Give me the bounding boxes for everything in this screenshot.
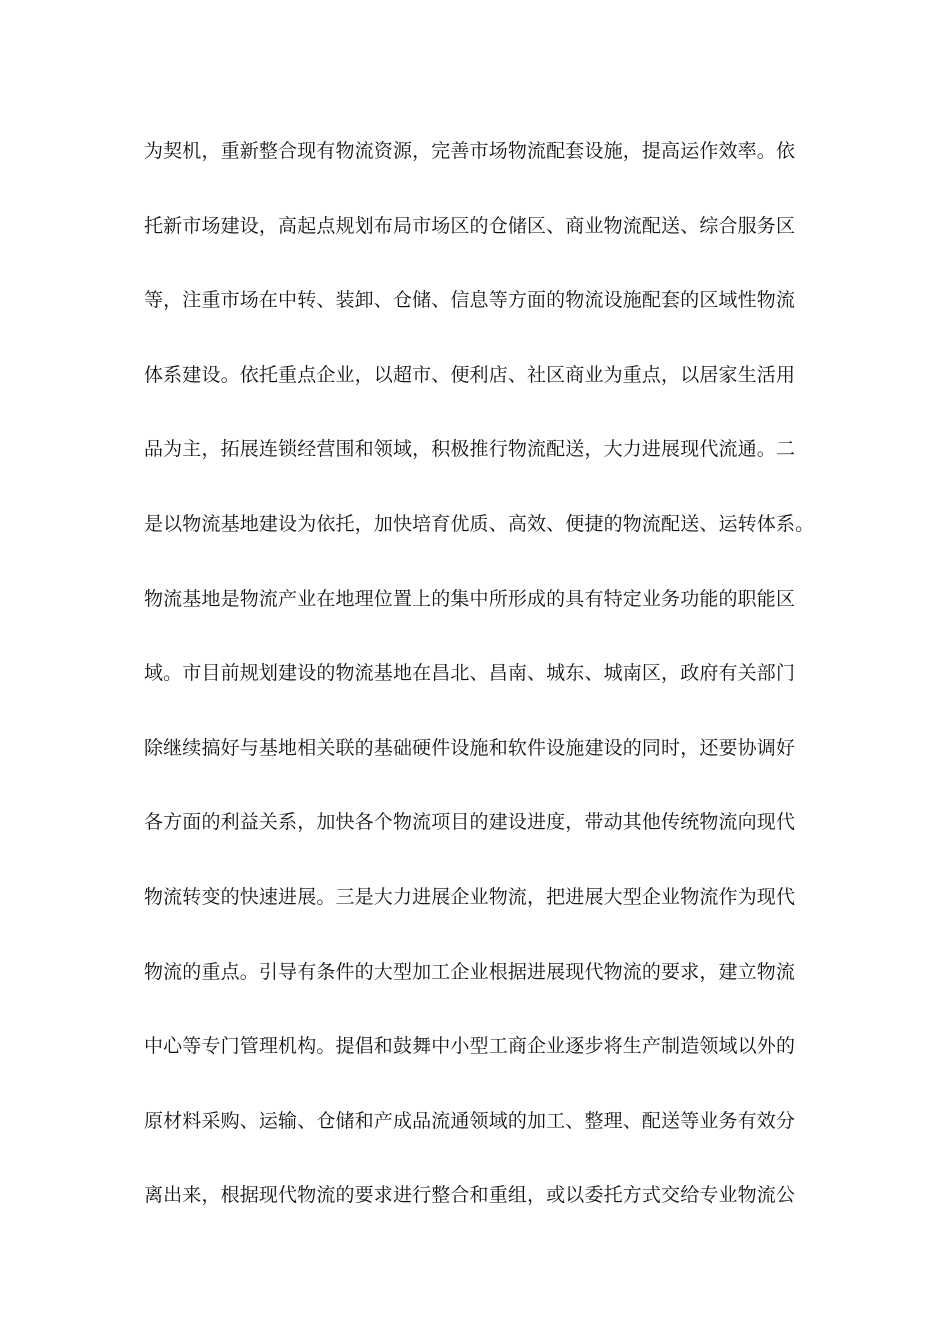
text-line-12: 物流的重点。引导有条件的大型加工企业根据进展现代物流的要求，建立物流 xyxy=(144,960,796,983)
text-line-4: 体系建设。依托重点企业，以超市、便利店、社区商业为重点，以居家生活用 xyxy=(144,363,796,386)
body-text xyxy=(144,133,815,1252)
text-line-15: 离出来，根据现代物流的要求进行整合和重组，或以委托方式交给专业物流公 xyxy=(144,1184,796,1207)
text-line-2: 托新市场建设，高起点规划布局市场区的仓储区、商业物流配送、综合服务区 xyxy=(144,214,796,237)
text-line-10: 各方面的利益关系，加快各个物流项目的建设进度，带动其他传统物流向现代 xyxy=(144,811,796,834)
text-line-6: 是以物流基地建设为依托，加快培育优质、高效、便捷的物流配送、运转体系。 xyxy=(144,512,815,535)
text-line-1: 为契机，重新整合现有物流资源，完善市场物流配套设施，提高运作效率。依 xyxy=(144,140,796,162)
text-line-7: 物流基地是物流产业在地理位置上的集中所形成的具有特定业务功能的职能区 xyxy=(144,587,796,610)
text-line-9: 除继续搞好与基地相关联的基础硬件设施和软件设施建设的同时，还要协调好 xyxy=(144,736,796,759)
text-line-3: 等，注重市场在中转、装卸、仓储、信息等方面的物流设施配套的区域性物流 xyxy=(144,289,796,312)
text-line-13: 中心等专门管理机构。提倡和鼓舞中小型工商企业逐步将生产制造领域以外的 xyxy=(144,1035,796,1058)
text-line-5: 品为主，拓展连锁经营围和领域，积极推行物流配送，大力进展现代流通。二 xyxy=(144,438,796,461)
text-line-14: 原材料采购、运输、仓储和产成品流通领域的加工、整理、配送等业务有效分 xyxy=(144,1109,796,1132)
text-line-11: 物流转变的快速进展。三是大力进展企业物流，把进展大型企业物流作为现代 xyxy=(144,885,796,908)
text-line-8: 域。市目前规划建设的物流基地在昌北、昌南、城东、城南区，政府有关部门 xyxy=(144,662,796,685)
